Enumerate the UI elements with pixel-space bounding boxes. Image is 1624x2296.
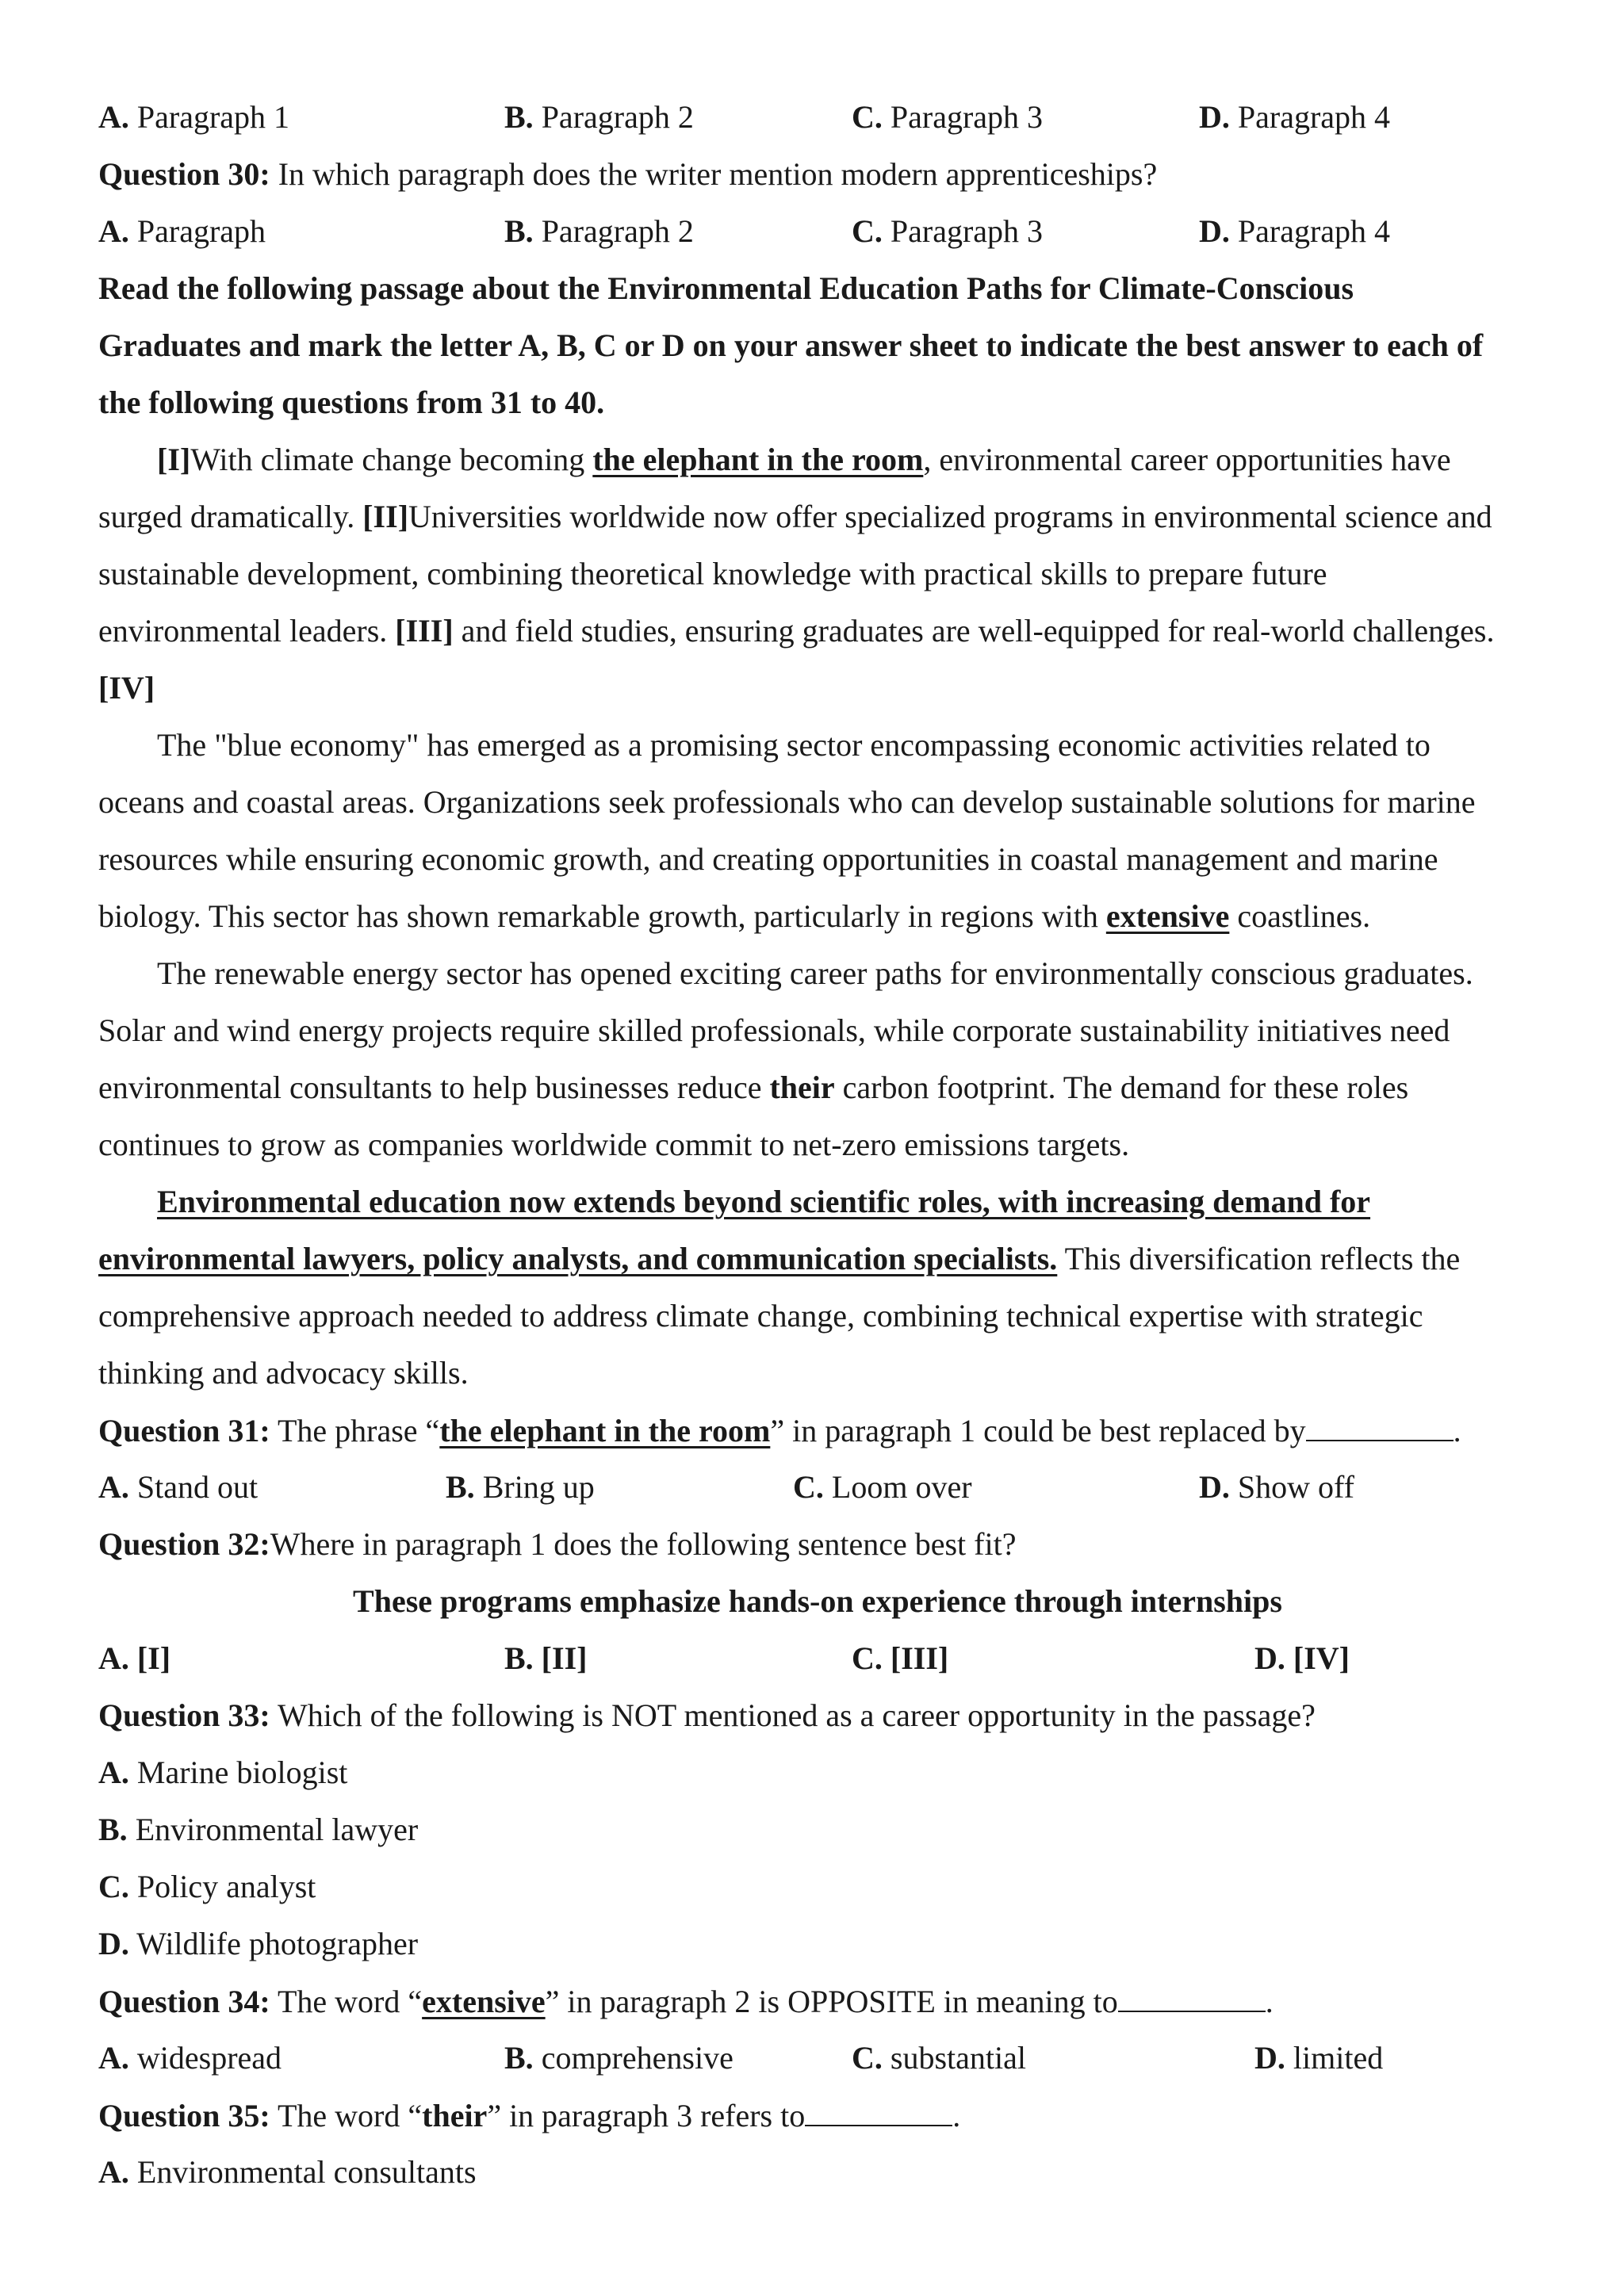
q33-option-d[interactable]: D. Wildlife photographer xyxy=(98,1926,419,1961)
phrase-elephant: the elephant in the room xyxy=(592,442,924,477)
p3-line-2: Solar and wind energy projects require skilled professionals, while corporate sustainability initiatives need xyxy=(98,1012,1450,1048)
q30-option-c[interactable]: C. Paragraph 3 xyxy=(852,213,1044,249)
q31-option-b[interactable]: B. Bring up xyxy=(446,1469,595,1505)
p4-line-1 xyxy=(98,1173,1537,1230)
q29-options xyxy=(98,89,1537,146)
marker-i: [I] xyxy=(157,442,191,477)
question-32: Question 32:Where in paragraph 1 does the following sentence best fit? xyxy=(98,1526,1017,1562)
answer-blank[interactable] xyxy=(1306,1402,1454,1441)
p2-line-4: biology. This sector has shown remarkable growth, particularly in regions with extensive coastlines. xyxy=(98,898,1371,934)
p4-line-4: thinking and advocacy skills. xyxy=(98,1355,469,1391)
marker-ii: [II] xyxy=(362,499,409,534)
question-35: Question 35: The word “their” in paragraph 3 refers to . xyxy=(98,2087,1537,2144)
q32-options xyxy=(98,1630,1537,1687)
q29-option-d[interactable]: D. Paragraph 4 xyxy=(1199,99,1391,135)
answer-blank[interactable] xyxy=(1118,1973,1266,2012)
q33-option-a[interactable]: A. Marine biologist xyxy=(98,1755,348,1790)
p4-line-2: environmental lawyers, policy analysts, and communication specialists. This diversification reflects the xyxy=(98,1241,1461,1276)
word-their: their xyxy=(769,1070,835,1105)
q34-option-b[interactable]: B. comprehensive xyxy=(504,2040,733,2076)
instruction-line-3: the following questions from 31 to 40. xyxy=(98,385,605,420)
q31-options xyxy=(98,1459,1537,1516)
q34-option-c[interactable]: C. substantial xyxy=(852,2040,1026,2076)
q30-option-a[interactable]: A. Paragraph xyxy=(98,213,266,249)
q29-option-b[interactable]: B. Paragraph 2 xyxy=(504,99,694,135)
p2-line-3: resources while ensuring economic growth, and creating opportunities in coastal management and marine xyxy=(98,841,1438,877)
q35-option-a[interactable]: A. Environmental consultants xyxy=(98,2154,477,2190)
answer-blank[interactable] xyxy=(805,2087,952,2126)
q30-option-b[interactable]: B. Paragraph 2 xyxy=(504,213,694,249)
p4-line-3: comprehensive approach needed to address climate change, combining technical expertise with strategic xyxy=(98,1298,1423,1334)
q31-option-d[interactable]: D. Show off xyxy=(1199,1469,1354,1505)
p1-line-4: environmental leaders. [III] and field studies, ensuring graduates are well-equipped for real-world challenges. xyxy=(98,613,1495,649)
p2-line-2: oceans and coastal areas. Organizations seek professionals who can develop sustainable solutions for marine xyxy=(98,784,1476,820)
question-34: Question 34: The word “extensive” in paragraph 2 is OPPOSITE in meaning to . xyxy=(98,1973,1537,2030)
p4-underlined-sentence-part-2: environmental lawyers, policy analysts, and communication specialists. xyxy=(98,1241,1058,1276)
marker-iv: [IV] xyxy=(98,670,155,706)
q34-options xyxy=(98,2030,1537,2087)
q30-option-d[interactable]: D. Paragraph 4 xyxy=(1199,213,1391,249)
question-30: Question 30: In which paragraph does the writer mention modern apprenticeships? xyxy=(98,156,1158,192)
q32-option-a[interactable]: A. [I] xyxy=(98,1640,171,1676)
q29-option-c[interactable]: C. Paragraph 3 xyxy=(852,99,1044,135)
p1-line-2: surged dramatically. [II]Universities worldwide now offer specialized programs in environmental science and xyxy=(98,499,1492,534)
word-extensive: extensive xyxy=(1105,898,1230,934)
q34-option-d[interactable]: D. limited xyxy=(1254,2040,1384,2076)
q32-option-c[interactable]: C. [III] xyxy=(852,1640,949,1676)
q33-option-b[interactable]: B. Environmental lawyer xyxy=(98,1812,419,1847)
instruction-line-1: Read the following passage about the Environmental Education Paths for Climate-Conscious xyxy=(98,270,1354,306)
instruction-line-2: Graduates and mark the letter A, B, C or D on your answer sheet to indicate the best answer to each of xyxy=(98,327,1484,363)
p1-line-3: sustainable development, combining theoretical knowledge with practical skills to prepare future xyxy=(98,556,1327,591)
p3-line-1: The renewable energy sector has opened exciting career paths for environmentally conscious graduates. xyxy=(157,955,1473,991)
q32-sentence: These programs emphasize hands-on experience through internships xyxy=(353,1583,1282,1619)
q29-option-a[interactable]: A. Paragraph 1 xyxy=(98,99,290,135)
p2-line-1: The "blue economy" has emerged as a promising sector encompassing economic activities related to xyxy=(157,727,1431,763)
q31-option-c[interactable]: C. Loom over xyxy=(793,1469,972,1505)
question-31: Question 31: The phrase “the elephant in the room” in paragraph 1 could be best replaced by . xyxy=(98,1402,1537,1459)
p3-line-4: continues to grow as companies worldwide commit to net-zero emissions targets. xyxy=(98,1127,1130,1162)
p3-line-3: environmental consultants to help businesses reduce their carbon footprint. The demand for these roles xyxy=(98,1070,1409,1105)
q32-option-b[interactable]: B. [II] xyxy=(504,1640,588,1676)
q32-option-d[interactable]: D. [IV] xyxy=(1254,1640,1350,1676)
q31-option-a[interactable]: A. Stand out xyxy=(98,1469,259,1505)
p1-line-1: [I]With climate change becoming the elephant in the room, environmental career opportunities have xyxy=(157,442,1451,477)
q33-option-c[interactable]: C. Policy analyst xyxy=(98,1869,316,1904)
q34-option-a[interactable]: A. widespread xyxy=(98,2040,282,2076)
marker-iii: [III] xyxy=(395,613,454,649)
question-33: Question 33: Which of the following is NOT mentioned as a career opportunity in the passage? xyxy=(98,1697,1316,1733)
q30-options xyxy=(98,203,1537,260)
p4-underlined-sentence-part-1: Environmental education now extends beyond scientific roles, with increasing demand for xyxy=(157,1184,1371,1219)
